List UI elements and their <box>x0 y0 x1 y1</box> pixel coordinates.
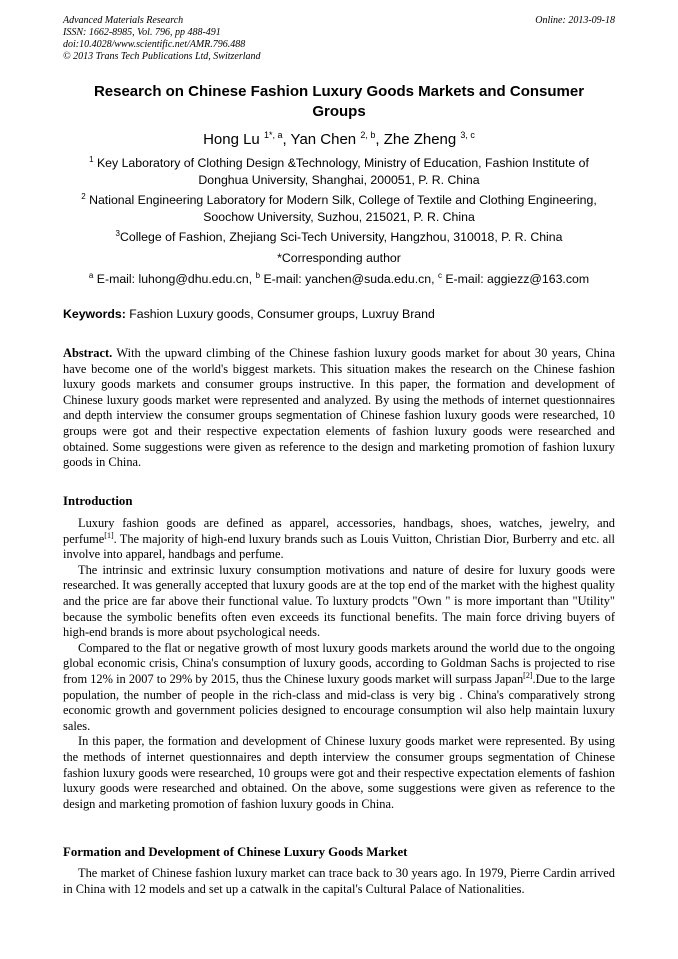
journal-header <box>63 15 615 63</box>
section-heading-introduction: Introduction <box>63 494 133 508</box>
formation-body <box>63 866 615 897</box>
email-mark: b <box>255 270 261 280</box>
abstract <box>63 346 615 471</box>
affiliation-3 <box>63 229 615 246</box>
affiliation-text: Donghua University, Shanghai, 200051, P. R. China <box>198 173 480 187</box>
paragraph <box>63 641 615 735</box>
author-name: Hong Lu <box>203 131 260 148</box>
paragraph <box>63 516 615 563</box>
abstract-text: With the upward climbing of the Chinese fashion luxury goods market for about 30 years, China have become one of the world's biggest markets. This situation makes the research on the Chinese fashion luxury goods markets and consumer groups instructive. In this paper, the formation and development of Chinese luxury goods market were represented and analyzed. By using the methods of internet questionnaires and depth interview the consumer groups segmentation of Chinese fashion luxury goods were researched, 10 groups were got and their respective expectation elements of fashion luxury goods were researched and obtained. Some suggestions were given as reference to the design and marketing promotion of fashion luxury goods in China. <box>63 346 615 470</box>
affiliation-mark: 1 <box>89 154 94 164</box>
paragraph: The market of Chinese fashion luxury market can trace back to 30 years ago. In 1979, Pierre Cardin arrived in China with 12 models and set up a catwalk in the capital's Cultural Palace of Nationalities. <box>63 866 615 896</box>
citation-ref: [1] <box>104 530 114 540</box>
author-name: Yan Chen <box>290 131 357 148</box>
affiliation-text: Soochow University, Suzhou, 215021, P. R. China <box>203 210 475 224</box>
paragraph-text: .Due to the large population, the number of people in the rich-class and mid-class is very big . China's comparatively strong economic growth and government policies designed to encourage consumption wil also help maintain luxury sales. <box>63 671 615 733</box>
affiliation-1 <box>63 155 615 189</box>
author-affiliation-mark: 1*, a <box>263 130 283 140</box>
paragraph: In this paper, the formation and development of Chinese luxury goods market were represented. By using the methods of internet questionnaires and depth interview the consumer groups segmentation of Chinese fashion luxury goods were researched, 10 groups were got and their respective expectation elements of fashion luxury goods were researched and obtained. On the above, some suggestions were given as reference to the design and marketing promotion of fashion luxury goods in China. <box>63 734 615 811</box>
author-list: Hong Lu $^{1*, a}$, Yan Chen $^{2, b}$, Zhe Zheng $^{3, c}$ <box>203 130 475 148</box>
paragraph-text: Luxury fashion goods are defined as apparel, accessories, handbags, shoes, watches, jewelry, and perfume <box>63 516 615 546</box>
affiliation-mark: 2 <box>81 191 86 201</box>
abstract-paragraph <box>63 346 615 471</box>
author-affiliation-mark: 2, b <box>360 130 376 140</box>
journal-copyright: © 2013 Trans Tech Publications Ltd, Switzerland <box>63 51 261 62</box>
email-text: E-mail: luhong@dhu.edu.cn, <box>93 272 256 286</box>
paragraph-text: Compared to the flat or negative growth of most luxury goods markets around the world due to the ongoing global economic crisis, China's consumption of luxury goods, according to Goldman Sachs is projected to rise from 12% in 2007 to 29% by 2015, thus the Chinese luxury goods market will surpass Japan <box>63 640 615 686</box>
journal-doi: doi:10.4028/www.scientific.net/AMR.796.488 <box>63 39 246 50</box>
section-heading-formation: Formation and Development of Chinese Luxury Goods Market <box>63 845 408 859</box>
introduction-body <box>63 516 615 812</box>
keywords <box>63 306 615 323</box>
journal-name: Advanced Materials Research <box>63 15 184 26</box>
affiliation-text: National Engineering Laboratory for Modern Silk, College of Textile and Clothing Engineering, <box>85 193 597 207</box>
journal-issn: ISSN: 1662-8985, Vol. 796, pp 488-491 <box>63 27 221 38</box>
online-date: Online: 2013-09-18 <box>535 15 615 26</box>
email-text: E-mail: aggiezz@163.com <box>441 272 590 286</box>
citation-ref: [2] <box>523 670 533 680</box>
affiliation-text: College of Fashion, Zhejiang Sci-Tech University, Hangzhou, 310018, P. R. China <box>119 230 563 244</box>
affiliation-text: Key Laboratory of Clothing Design &Technology, Ministry of Education, Fashion Institute of <box>93 156 589 170</box>
affiliation-mark: 3 <box>115 228 120 238</box>
email-mark: c <box>437 270 442 280</box>
affiliation-2 <box>63 192 615 226</box>
paper-title: Research on Chinese Fashion Luxury Goods Markets and Consumer Groups <box>93 83 585 120</box>
author-name: Zhe Zheng <box>383 131 457 148</box>
paragraph: The intrinsic and extrinsic luxury consumption motivations and nature of desire for luxury goods were researched. It was generally accepted that luxury goods are at the top end of the market with the highest quality and the price are far above their functional value. To luxtury prodcts "Own " is more important than "Utility" because the symbolic benefits often even exceeds its functional benefits. The main force driving buyers of high-end brands is more about psychological needs. <box>63 562 615 640</box>
email-text: E-mail: yanchen@suda.edu.cn, <box>260 272 438 286</box>
email-line <box>63 271 615 288</box>
author-affiliation-mark: 3, c <box>460 130 475 140</box>
abstract-label: Abstract. <box>63 346 113 360</box>
corresponding-author: *Corresponding author <box>277 251 401 265</box>
keywords-label: Keywords: <box>63 307 126 321</box>
keywords-text: Fashion Luxury goods, Consumer groups, Luxruy Brand <box>125 307 435 321</box>
paragraph-text: . The majority of high-end luxury brands such as Louis Vuitton, Christian Dior, Burberry and etc. all involve into apparel, handbags and perfume. <box>63 531 615 562</box>
email-mark: a <box>88 270 94 280</box>
